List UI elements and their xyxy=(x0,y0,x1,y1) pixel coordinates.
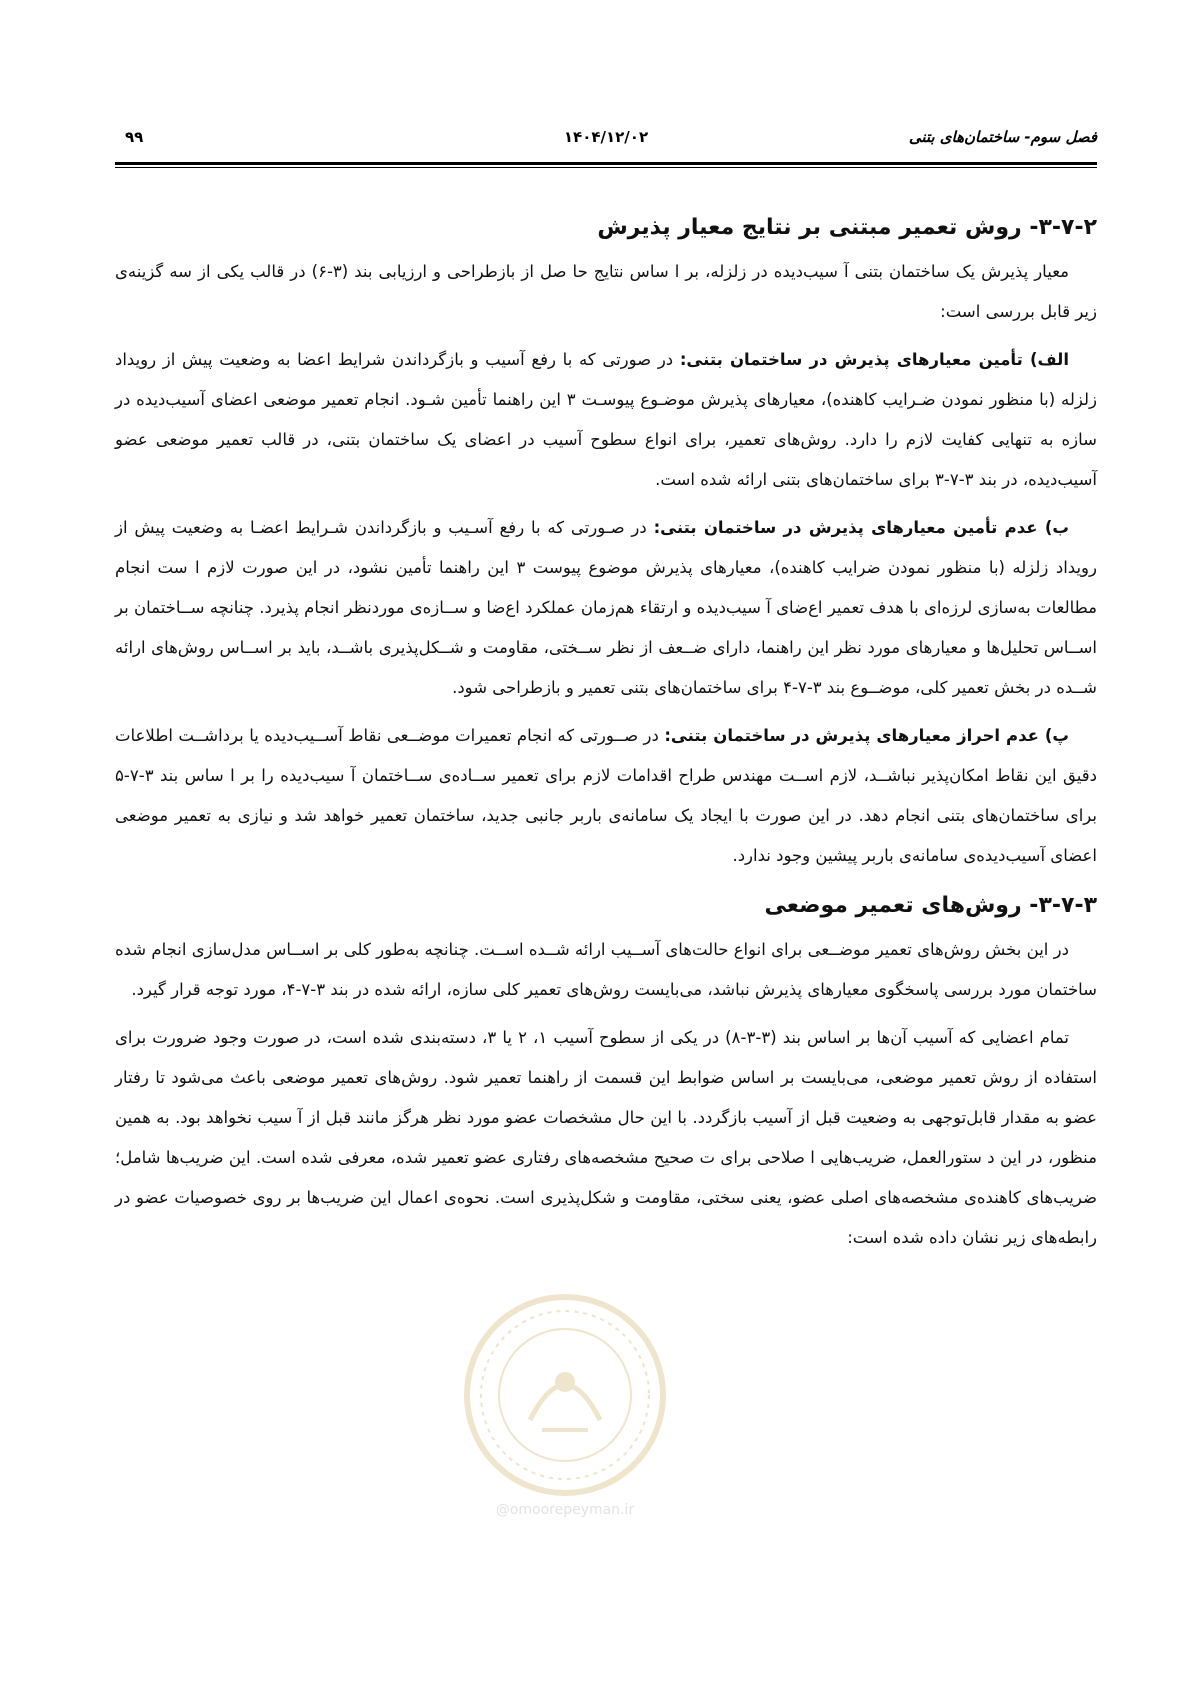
watermark-url: @omoorepeyman.ir xyxy=(495,1502,635,1518)
option-b-lead: ب) عدم تأمین معیارهای پذیرش در ساختمان بتنی: xyxy=(653,518,1069,537)
header-date: ۱۴۰۴/۱۲/۰۲ xyxy=(563,128,649,146)
option-a-text: در صورتی که با رفع آسیب و بازگرداندن شرایط اعضا به وضعیت پیش از رویداد زلزله (با منظور نمودن ضـرایب کاهنده)، معیارهای پذیرش موضـوع پیوسـت ۳ این راهنما تأمین شـود. انجام تعمیر موضعی اعضای آسیب‌دیده در سازه به تنهایی کفایت لازم را دارد. روش‌های تعمیر، برای انواع سطوح آسیب در اعضای یک ساختمان بتنی، در قالب تعمیر موضعی عضو آسیب‌دیده، در بند ۳-۷-۳ برای ساختمان‌های بتنی ارائه شده است. xyxy=(115,350,1097,489)
option-b-text: در صـورتی که با رفع آسـیب و بازگرداندن شـرایط اعضـا به وضعیت پیش از رویداد زلزله (با منظور نمودن ضرایب کاهنده)، معیارهای پذیرش موضوع پیوست ۳ این راهنما تأمین نشود، در این صورت لازم ا ست انجام مطالعات به‌سازی لرزه‌ای با هدف تعمیر اع‌ضای آ سیب‌دیده و ارتقاء هم‌زمان عملکرد اع‌ضا و ســازه‌ی موردنظر انجام پذیرد. چنانچه ســاختمان بر اســاس تحلیل‌ها و معیارهای مورد نظر این راهنما، دارای ضــعف از نظر ســختی، مقاومت و شــکل‌پذیری باشــد، باید بر اســاس روش‌های ارائه شــده در بخش تعمیر کلی، موضــوع بند ۳-۷-۴ برای ساختمان‌های بتنی تعمیر و بازطراحی شود. xyxy=(115,518,1097,697)
option-a-lead: الف) تأمین معیارهای پذیرش در ساختمان بتنی: xyxy=(679,350,1070,369)
page-body xyxy=(115,208,1097,1266)
local-repair-paragraph-2: تمام اعضایی که آسیب آن‌ها بر اساس بند (۳-۳-۸) در یکی از سطوح آسیب ۱، ۲ یا ۳، دسته‌بندی شده است، در صورت وجود ضرورت برای استفاده از روش تعمیر موضعی، می‌بایست بر اساس ضوابط این قسمت از راهنما تعمیر شود. روش‌های تعمیر موضعی باعث می‌شود تا رفتار عضو به مقدار قابل‌توجهی به وضعیت قبل از آسیب بازگردد. با این حال مشخصات عضو مورد نظر هرگز مانند قبل از آ سیب نخواهد بود. به همین منظور، در این د ستورالعمل، ضریب‌هایی ا صلاحی برای ت صحیح مشخصه‌های رفتاری عضو تعمیر شده، معرفی شده است. این ضریب‌ها شامل؛ ضریب‌های کاهنده‌ی مشخصه‌های اصلی عضو، یعنی سختی، مقاومت و شکل‌پذیری است. نحوه‌ی اعمال این ضریب‌ها بر روی خصوصیات عضو در رابطه‌های زیر نشان داده شده است: xyxy=(115,1028,1097,1247)
chapter-title: فصل سوم- ساختمان‌های بتنی xyxy=(908,128,1097,146)
option-a-paragraph xyxy=(115,340,1097,500)
option-c-lead: پ) عدم احراز معیارهای پذیرش در ساختمان بتنی: xyxy=(664,726,1069,745)
page-number: ۹۹ xyxy=(125,128,144,146)
header-rule-thin xyxy=(115,167,1097,168)
option-c-paragraph xyxy=(115,716,1097,876)
local-repair-paragraph-1: در این بخش روش‌های تعمیر موضــعی برای انواع حالت‌های آســیب ارائه شــده اســت. چنانچه به‌طور کلی بر اســاس مدل‌سازی انجام شده ساختمان مورد بررسی پاسخگوی معیارهای پذیرش نباشد، می‌بایست روش‌های تعمیر کلی سازه، ارائه شده در بند ۳-۷-۴، مورد توجه قرار گیرد. xyxy=(115,940,1097,999)
section-intro-paragraph: معیار پذیرش یک ساختمان بتنی آ سیب‌دیده در زلزله، بر ا ساس نتایج حا صل از بازطراحی و ارزیابی بند (۳-۶) در قالب یکی از سه گزینه‌ی زیر قابل بررسی است: xyxy=(115,262,1097,321)
watermark-seal xyxy=(460,1290,670,1530)
option-c-text: در صــورتی که انجام تعمیرات موضــعی نقاط آســیب‌دیده یا برداشــت اطلاعات دقیق این نقاط امکان‌پذیر نباشــد، لازم اســت مهندس طراح اقدامات لازم برای تعمیر ســاده‌ی ســاختمان آ سیب‌دیده را بر ا ساس بند ۳-۷-۵ برای ساختمان‌های بتنی انجام دهد. در این صورت با ایجاد یک سامانه‌ی باربر جانبی جدید، ساختمان تعمیر خواهد شد و نیازی به تعمیر موضعی اعضای آسیب‌دیده‌ی سامانه‌ی باربر پیشین وجود ندارد. xyxy=(115,726,1097,865)
page-header xyxy=(115,128,1097,150)
section-heading-3-7-2: ۳-۷-۲- روش تعمیر مبتنی بر نتایج معیار پذیرش xyxy=(597,215,1097,240)
option-b-paragraph xyxy=(115,508,1097,708)
seal-icon xyxy=(460,1290,670,1500)
section-heading-3-7-3: ۳-۷-۳- روش‌های تعمیر موضعی xyxy=(764,893,1097,918)
header-rule-thick xyxy=(115,162,1097,165)
